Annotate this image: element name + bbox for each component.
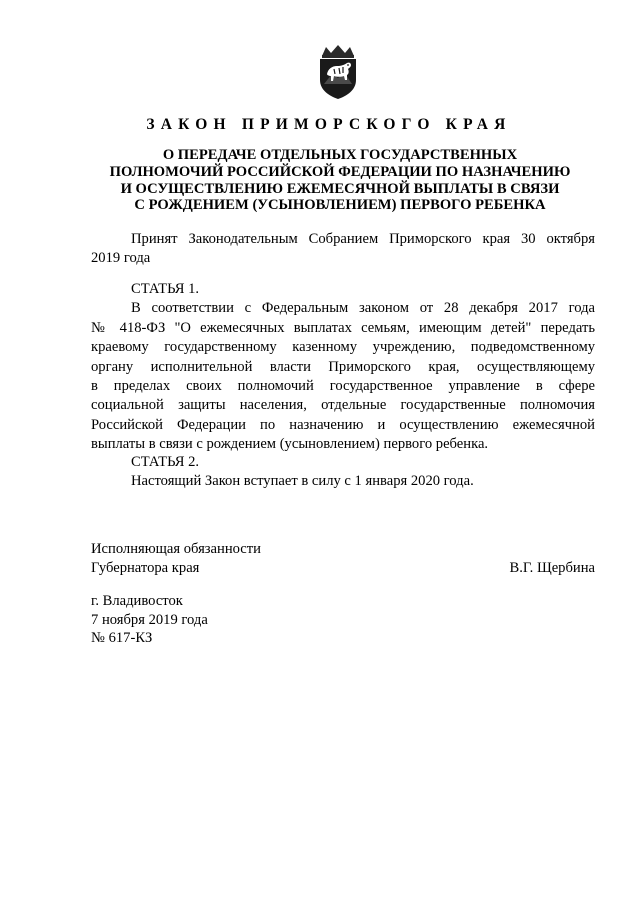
article-line: Настоящий Закон вступает в силу с 1 января 2020 года. (131, 473, 474, 490)
subject-line: О ПЕРЕДАЧЕ ОТДЕЛЬНЫХ ГОСУДАРСТВЕННЫХ (162, 147, 518, 163)
city: г. Владивосток (91, 593, 183, 609)
signing-date: 7 ноября 2019 года (91, 611, 208, 628)
adoption-line: 2019 года (91, 250, 151, 267)
law-subject-heading (40, 147, 640, 214)
law-title: ЗАКОН ПРИМОРСКОГО КРАЯ (146, 116, 512, 133)
article-line: органу исполнительной власти Приморского края, осуществляющему (91, 358, 595, 375)
signatory-name: В.Г. Щербина (509, 560, 595, 576)
place-date-block (91, 592, 208, 648)
signatory-position: Исполняющая обязанности (91, 541, 261, 557)
article-line: выплаты в связи с рождением (усыновлением) первого ребенка. (91, 436, 489, 453)
coat-of-arms-icon (314, 44, 362, 100)
article-line: В соответствии с Федеральным законом от 28 декабря 2017 года (131, 300, 595, 317)
article-2 (91, 453, 595, 492)
signatory-position: Губернатора края (91, 560, 200, 576)
subject-line: ПОЛНОМОЧИЙ РОССИЙСКОЙ ФЕДЕРАЦИИ ПО НАЗНАЧЕНИЮ (109, 163, 571, 180)
article-line: краевому государственному казенному учреждению, подведомственному (91, 339, 595, 356)
subject-line: С РОЖДЕНИЕМ (УСЫНОВЛЕНИЕМ) ПЕРВОГО РЕБЕНКА (134, 197, 546, 214)
article-line: в пределах своих полномочий государственное управление в сфере (91, 378, 595, 395)
subject-line: И ОСУЩЕСТВЛЕНИЮ ЕЖЕМЕСЯЧНОЙ ВЫПЛАТЫ В СВЯЗИ (120, 180, 560, 197)
adoption-line: Принят Законодательным Собранием Приморского края 30 октября (131, 231, 595, 247)
article-1 (91, 280, 595, 455)
article-heading: СТАТЬЯ 2. (131, 454, 200, 470)
signature-block (91, 540, 595, 578)
article-heading: СТАТЬЯ 1. (131, 281, 200, 297)
article-line: № 418-ФЗ "О ежемесячных выплатах семьям, имеющим детей" передать (91, 319, 595, 336)
article-line: Российской Федерации по назначению и осуществлению ежемесячной (91, 416, 595, 433)
article-line: социальной защиты населения, отдельные государственные полномочия (91, 397, 595, 414)
law-number: № 617-КЗ (91, 630, 153, 646)
adoption-statement (91, 230, 595, 269)
